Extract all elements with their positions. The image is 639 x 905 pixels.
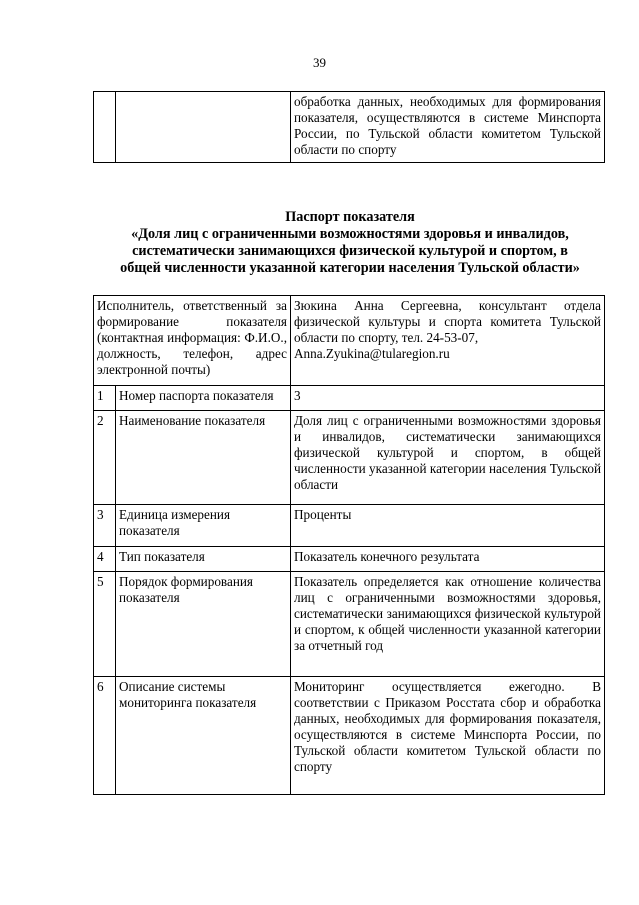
- row-value: Проценты: [291, 505, 605, 547]
- table-row: [94, 547, 605, 572]
- row-number: 1: [94, 386, 116, 411]
- row-number: 4: [94, 547, 116, 572]
- table-row: [94, 386, 605, 411]
- heading-line: систематически занимающихся физической культурой и спортом, в: [132, 243, 568, 259]
- passport-table: [93, 295, 605, 795]
- row-value: Мониторинг осуществляется ежегодно. В соответствии с Приказом Росстата сбор и обработка данных, необходимых для формирования показателя, осуществляются в системе Минспорта России, по Тульской области комитетом Тульской области по спорту: [291, 677, 605, 795]
- executor-label: Исполнитель, ответственный за формирование показателя (контактная информация: Ф.И.О., должность, телефон, адрес электронной почты): [94, 296, 291, 386]
- table-row: [94, 677, 605, 795]
- row-value: Показатель конечного результата: [291, 547, 605, 572]
- row-label: Описание системы мониторинга показателя: [116, 677, 291, 795]
- row-number: 2: [94, 411, 116, 505]
- passport-heading: [60, 209, 639, 277]
- row-label: Номер паспорта показателя: [116, 386, 291, 411]
- row-number: 3: [94, 505, 116, 547]
- continued-table: [93, 91, 605, 163]
- heading-line: «Доля лиц с ограниченными возможностями здоровья и инвалидов,: [131, 226, 569, 242]
- value-cell: обработка данных, необходимых для формирования показателя, осуществляются в системе Минспорта России, по Тульской области комитетом Тульской области по спорту: [291, 92, 605, 163]
- executor-value: [291, 296, 605, 386]
- page-number: 39: [313, 55, 326, 70]
- num-cell: [94, 92, 116, 163]
- row-value: Доля лиц с ограниченными возможностями здоровья и инвалидов, систематически занимающихся физической культурой и спортом, в общей численности указанной категории населения Тульской области: [291, 411, 605, 505]
- executor-row: [94, 296, 605, 386]
- heading-line: общей численности указанной категории населения Тульской области»: [120, 260, 580, 276]
- row-label: Тип показателя: [116, 547, 291, 572]
- row-label: Единица измерения показателя: [116, 505, 291, 547]
- row-value: 3: [291, 386, 605, 411]
- table-row: [94, 92, 605, 163]
- label-cell: [116, 92, 291, 163]
- table-row: [94, 572, 605, 677]
- executor-value-text: Зюкина Анна Сергеевна, консультант отдела физической культуры и спорта комитета Тульской области по спорту, тел. 24-53-07,: [294, 298, 601, 345]
- executor-email: Anna.Zyukina@tularegion.ru: [294, 346, 450, 361]
- row-number: 6: [94, 677, 116, 795]
- row-number: 5: [94, 572, 116, 677]
- row-label: Порядок формирования показателя: [116, 572, 291, 677]
- table-row: [94, 411, 605, 505]
- row-label: Наименование показателя: [116, 411, 291, 505]
- heading-title: Паспорт показателя: [285, 209, 415, 225]
- row-value: Показатель определяется как отношение количества лиц с ограниченными возможностями здоровья, систематически занимающихся физической культурой и спортом, к общей численности указанной категории за отчетный год: [291, 572, 605, 677]
- table-row: [94, 505, 605, 547]
